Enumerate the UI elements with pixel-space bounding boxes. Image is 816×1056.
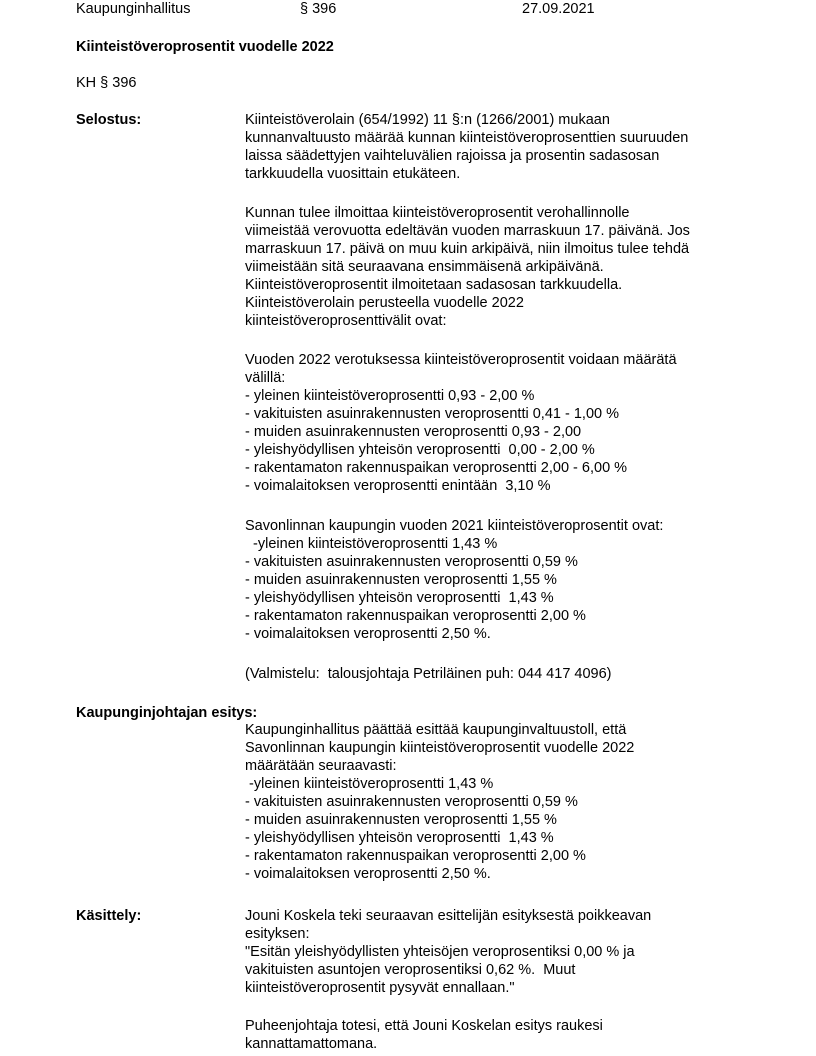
text-line: (Valmistelu: talousjohtaja Petriläinen puh: 044 417 4096) (245, 666, 612, 682)
text-line: välillä: (245, 370, 286, 386)
text-line: Kiinteistöveroprosentit ilmoitetaan sadasosan tarkkuudella. (245, 277, 623, 293)
preparation-note (245, 665, 765, 683)
text-line: Savonlinnan kaupungin kiinteistöveroprosentit vuodelle 2022 (245, 740, 635, 756)
list-item: - rakentamaton rakennuspaikan veroprosentti 2,00 % (245, 848, 586, 864)
list-item: - rakentamaton rakennuspaikan veroprosentti 2,00 - 6,00 % (245, 460, 628, 476)
text-line: Jouni Koskela teki seuraavan esittelijän esityksestä poikkeavan (245, 908, 652, 924)
text-line: marraskuun 17. päivä on muu kuin arkipäivä, niin ilmoitus tulee tehdä (245, 241, 690, 257)
list-item: - yleishyödyllisen yhteisön veroprosentti 0,00 - 2,00 % (245, 442, 595, 458)
header-section: § 396 (300, 1, 337, 17)
document-title: Kiinteistöveroprosentit vuodelle 2022 (76, 39, 334, 55)
text-line: Savonlinnan kaupungin vuoden 2021 kiinteistöveroprosentit ovat: (245, 518, 664, 534)
list-item: - muiden asuinrakennusten veroprosentti 1,55 % (245, 812, 557, 828)
text-line: Kaupunginhallitus päättää esittää kaupunginvaltuustoll, että (245, 722, 627, 738)
kasittely-paragraph-2 (245, 1017, 765, 1053)
section-reference: KH § 396 (76, 75, 137, 91)
selostus-label: Selostus: (76, 112, 142, 128)
list-item: - voimalaitoksen veroprosentti enintään 3,10 % (245, 478, 551, 494)
text-line: kiinteistöveroprosentit pysyvät ennallaan." (245, 980, 515, 996)
list-item: - rakentamaton rakennuspaikan veroprosentti 2,00 % (245, 608, 586, 624)
text-line: vakituisten asuntojen veroprosentiksi 0,62 %. Muut (245, 962, 576, 978)
text-line: Kiinteistöverolain (654/1992) 11 §:n (1266/2001) mukaan (245, 112, 610, 128)
text-line: kunnanvaltuusto määrää kunnan kiinteistöveroprosenttien suuruuden (245, 130, 689, 146)
list-item: - muiden asuinrakennusten veroprosentti 1,55 % (245, 572, 557, 588)
selostus-2021-rates (245, 517, 765, 643)
selostus-paragraph-1 (245, 111, 765, 183)
text-line: laissa säädettyjen vaihteluvälien rajoissa ja prosentin sadasosan (245, 148, 660, 164)
selostus-range-list (245, 351, 765, 495)
text-line: viimeistää verovuotta edeltävän vuoden marraskuun 17. päivänä. Jos (245, 223, 690, 239)
list-item: - vakituisten asuinrakennusten veroprosentti 0,59 % (245, 794, 578, 810)
header-body: Kaupunginhallitus (76, 1, 191, 17)
text-line: Puheenjohtaja totesi, että Jouni Koskelan esitys raukesi (245, 1018, 603, 1034)
kasittely-label: Käsittely: (76, 908, 142, 924)
list-item: - voimalaitoksen veroprosentti 2,50 %. (245, 866, 491, 882)
text-line: Vuoden 2022 verotuksessa kiinteistöveroprosentit voidaan määrätä (245, 352, 677, 368)
text-line: kannattamattomana. (245, 1036, 378, 1052)
list-item: - yleishyödyllisen yhteisön veroprosentti 1,43 % (245, 590, 554, 606)
list-item: -yleinen kiinteistöveroprosentti 1,43 % (245, 776, 494, 792)
text-line: esityksen: (245, 926, 310, 942)
list-item: - muiden asuinrakennusten veroprosentti 0,93 - 2,00 (245, 424, 582, 440)
list-item: - vakituisten asuinrakennusten veroprosentti 0,59 % (245, 554, 578, 570)
text-line: määrätään seuraavasti: (245, 758, 397, 774)
text-line: Kunnan tulee ilmoittaa kiinteistöveroprosentit verohallinnolle (245, 205, 630, 221)
list-item: -yleinen kiinteistöveroprosentti 1,43 % (245, 536, 498, 552)
selostus-paragraph-2 (245, 204, 765, 330)
esitys-label: Kaupunginjohtajan esitys: (76, 705, 258, 721)
list-item: - yleinen kiinteistöveroprosentti 0,93 - 2,00 % (245, 388, 535, 404)
esitys-paragraph (245, 721, 765, 883)
list-item: - vakituisten asuinrakennusten veroprosentti 0,41 - 1,00 % (245, 406, 619, 422)
text-line: kiinteistöveroprosenttivälit ovat: (245, 313, 447, 329)
kasittely-paragraph-1 (245, 907, 765, 997)
header-date: 27.09.2021 (522, 1, 595, 17)
list-item: - voimalaitoksen veroprosentti 2,50 %. (245, 626, 491, 642)
text-line: tarkkuudella vuosittain etukäteen. (245, 166, 461, 182)
text-line: Kiinteistöverolain perusteella vuodelle 2022 (245, 295, 524, 311)
text-line: "Esitän yleishyödyllisten yhteisöjen veroprosentiksi 0,00 % ja (245, 944, 635, 960)
text-line: viimeistään sitä seuraavana ensimmäisenä arkipäivänä. (245, 259, 604, 275)
list-item: - yleishyödyllisen yhteisön veroprosentti 1,43 % (245, 830, 554, 846)
